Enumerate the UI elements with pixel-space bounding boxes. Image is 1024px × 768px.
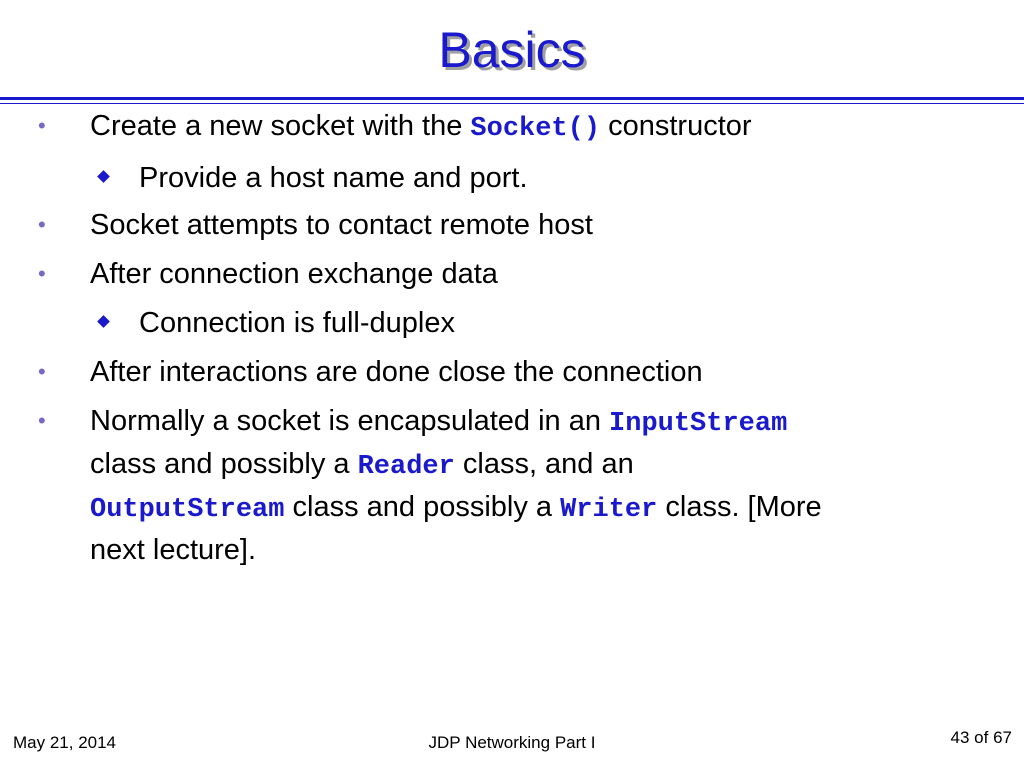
bullet-text: constructor <box>600 110 752 142</box>
footer-title: JDP Networking Part I <box>428 733 596 752</box>
dot-bullet-icon: • <box>38 359 46 384</box>
code-reader: Reader <box>357 452 455 482</box>
bullet-text: class and possibly a <box>90 448 358 480</box>
bullet-contact-host <box>38 205 593 245</box>
bullet-text: class, and an <box>454 448 634 480</box>
bullet-text: After connection exchange data <box>90 258 498 290</box>
title-rule-thin <box>0 103 1024 104</box>
bullet-text: After interactions are done close the connection <box>90 356 703 388</box>
bullet-text: next lecture]. <box>90 534 257 566</box>
footer-page-number: 43 of 67 <box>950 728 1012 747</box>
dot-bullet-icon: • <box>38 408 46 433</box>
subbullet-text: Provide a host name and port. <box>139 162 528 194</box>
footer-date: May 21, 2014 <box>13 733 117 752</box>
dot-bullet-icon: • <box>38 113 46 138</box>
title-rule-thick <box>0 97 1024 100</box>
bullet-text: class and possibly a <box>284 491 561 523</box>
bullet-text: Normally a socket is encapsulated in an <box>90 405 610 437</box>
code-outputstream: OutputStream <box>90 495 285 525</box>
bullet-line <box>90 530 990 570</box>
slide-title: Basics <box>438 22 586 78</box>
bullet-close-connection <box>38 352 703 392</box>
code-inputstream: InputStream <box>609 409 788 439</box>
bullet-line <box>90 444 990 487</box>
subbullet-full-duplex <box>139 303 455 343</box>
bullet-text: Create a new socket with the <box>90 110 471 142</box>
diamond-bullet-icon <box>97 170 110 183</box>
bullet-line <box>90 401 990 444</box>
code-writer: Writer <box>560 495 658 525</box>
bullet-exchange-data <box>38 254 498 294</box>
bullet-streams <box>38 401 990 570</box>
dot-bullet-icon: • <box>38 261 46 286</box>
bullet-text: Socket attempts to contact remote host <box>90 209 593 241</box>
dot-bullet-icon: • <box>38 212 46 237</box>
bullet-line <box>90 487 990 530</box>
subbullet-text: Connection is full-duplex <box>139 307 455 339</box>
bullet-text: class. [More <box>657 491 822 523</box>
subbullet-host-port <box>139 158 528 198</box>
bullet-socket-constructor <box>38 106 752 149</box>
diamond-bullet-icon <box>97 315 110 328</box>
code-socket: Socket() <box>470 114 601 144</box>
